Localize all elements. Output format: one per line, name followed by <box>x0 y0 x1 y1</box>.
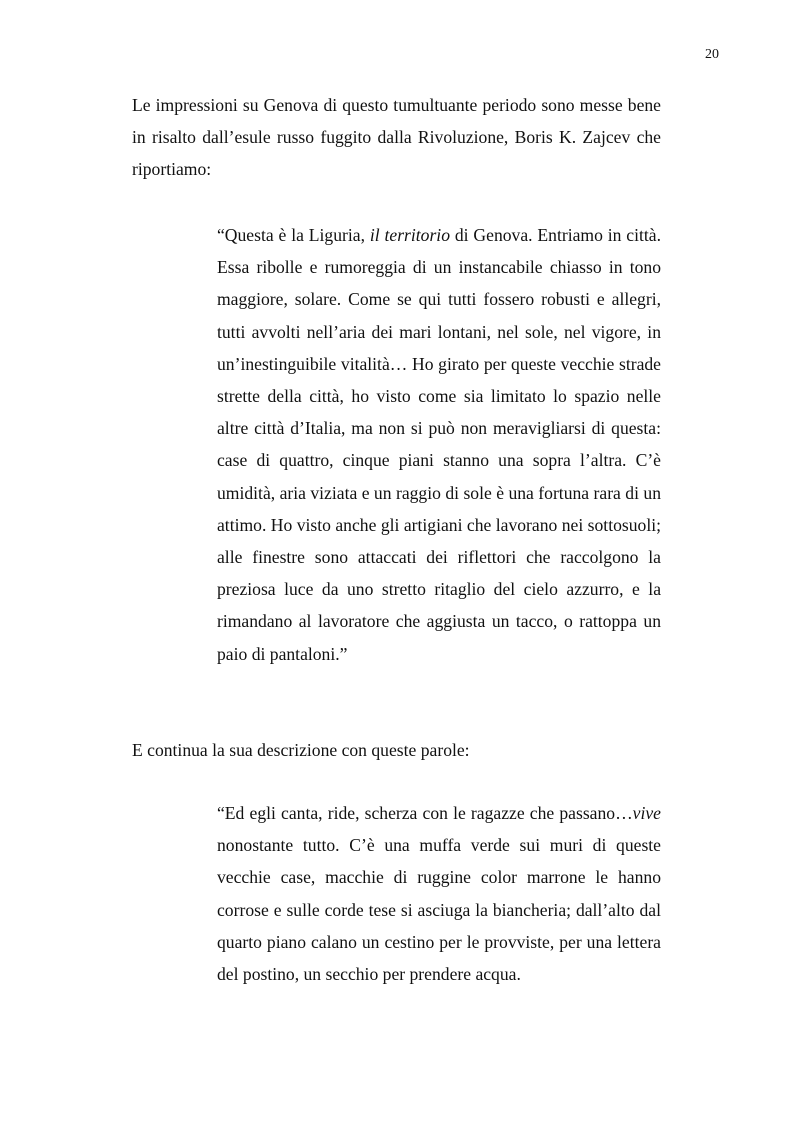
quote-one-italic: il territorio <box>369 225 450 245</box>
quote-two-text-end: nonostante tutto. C’è una muffa verde sui muri di queste vecchie case, macchie di ruggine color marrone le hanno corrose e sulle corde tese si asciuga la biancheria; dall’alto dal quarto piano calano un cestino per le provviste, per una lettera del postino, un secchio per prendere acqua. <box>217 835 661 985</box>
quote-one-text-end: di Genova. Entriamo in città. Essa ribolle e rumoreggia di un instancabile chiasso in tono maggiore, solare. Come se qui tutti fossero robusti e allegri, tutti avvolti nell’aria dei mari lontani, nel sole, nel vigore, in un’inestinguibile vitalità… Ho girato per queste vecchie strade strette della città, ho visto come sia limitato lo spazio nelle altre città d’Italia, ma non si può non meravigliarsi di questa: case di quattro, cinque piani stanno una sopra l’altra. C’è umidità, aria viziata e un raggio di sole è una fortuna rara di un attimo. Ho visto anche gli artigiani che lavorano nei sottosuoli; alle finestre sono attaccati dei riflettori che raccolgono la preziosa luce da uno stretto ritaglio del cielo azzurro, e la rimandano al lavoratore che aggiusta un tacco, o rattoppa un paio di pantaloni.” <box>217 225 661 664</box>
intro-paragraph: Le impressioni su Genova di questo tumultuante periodo sono messe bene in risalto dall’esule russo fuggito dalla Rivoluzione, Boris K. Zajcev che riportiamo: <box>132 95 661 180</box>
quote-two-text-start: “Ed egli canta, ride, scherza con le ragazze che passano… <box>217 803 633 823</box>
block-quote-second <box>217 797 661 990</box>
block-quote-first <box>217 219 661 670</box>
quote-one-text-start: “Questa è la Liguria, <box>217 225 370 245</box>
continue-paragraph: E continua la sua descrizione con queste parole: <box>132 740 470 760</box>
page-number: 20 <box>705 47 719 62</box>
quote-two-italic: vive <box>632 803 661 823</box>
